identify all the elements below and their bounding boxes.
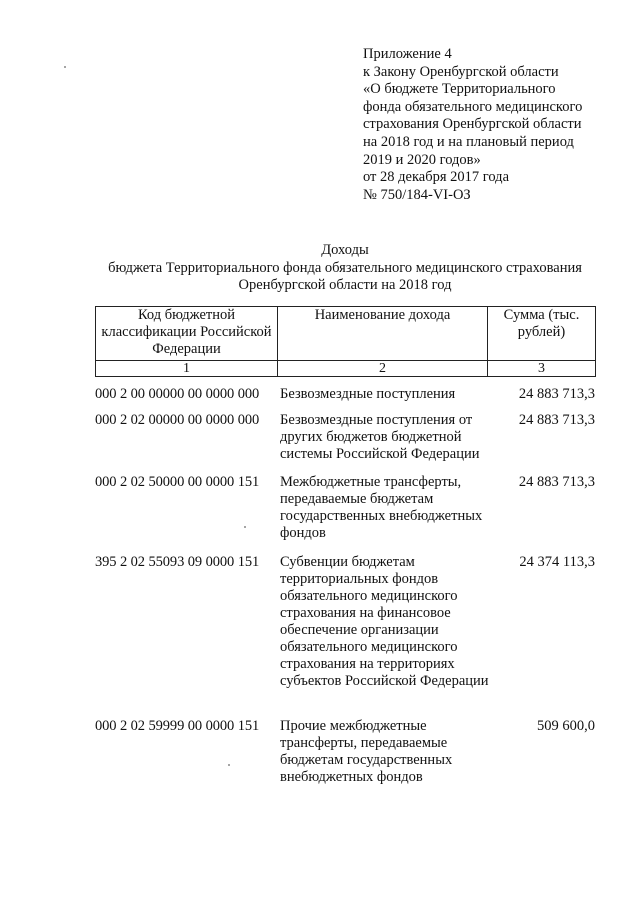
scan-speck: [228, 764, 230, 766]
header-code: Код бюджетной классификации Российской Федерации: [96, 307, 278, 361]
row-name: Безвозмездные поступления от других бюджетов бюджетной системы Российской Федерации: [280, 412, 480, 462]
row-amount: 509 600,0: [537, 718, 595, 734]
scan-speck: [244, 526, 246, 528]
scan-speck: [64, 66, 66, 68]
row-amount: 24 883 713,3: [518, 474, 595, 490]
title-line: Оренбургской области на 2018 год: [238, 277, 452, 293]
row-name: Прочие межбюджетные трансферты, передаваемые бюджетам государственных внебюджетных фондов: [280, 718, 453, 785]
appendix-line: № 750/184-VI-ОЗ: [363, 186, 471, 203]
income-table-header: [95, 306, 596, 377]
row-name: Безвозмездные поступления: [280, 386, 456, 402]
appendix-line: Приложение 4: [363, 46, 452, 62]
row-code: 000 2 02 59999 00 0000 151: [95, 718, 260, 734]
row-amount: 24 883 713,3: [518, 386, 595, 402]
column-number: 1: [96, 361, 278, 377]
appendix-block: [363, 46, 603, 204]
appendix-line: страхования Оренбургской области: [363, 116, 582, 133]
row-code: 000 2 02 00000 00 0000 000: [95, 412, 260, 428]
document-title: [60, 242, 630, 295]
title-line: Доходы: [321, 242, 369, 258]
appendix-line: к Закону Оренбургской области: [363, 63, 559, 80]
appendix-line: 2019 и 2020 годов»: [363, 151, 481, 168]
row-name: Межбюджетные трансферты, передаваемые бюджетам государственных внебюджетных фондов: [280, 474, 483, 541]
column-number: 3: [488, 361, 596, 377]
row-amount: 24 374 113,3: [519, 554, 595, 570]
row-code: 395 2 02 55093 09 0000 151: [95, 554, 260, 570]
row-code: 000 2 00 00000 00 0000 000: [95, 386, 260, 402]
header-name: Наименование дохода: [278, 307, 488, 361]
appendix-line: на 2018 год и на плановый период: [363, 133, 574, 150]
row-amount: 24 883 713,3: [518, 412, 595, 428]
header-amount: Сумма (тыс. рублей): [488, 307, 596, 361]
column-number: 2: [278, 361, 488, 377]
appendix-line: «О бюджете Территориального: [363, 81, 556, 98]
appendix-line: от 28 декабря 2017 года: [363, 169, 509, 186]
row-code: 000 2 02 50000 00 0000 151: [95, 474, 260, 490]
appendix-line: фонда обязательного медицинского: [363, 98, 583, 115]
title-line: бюджета Территориального фонда обязательного медицинского страхования: [108, 259, 582, 276]
row-name: Субвенции бюджетам территориальных фондов обязательного медицинского страхования на финансовое обеспечение организации обязательного медицинского страхования на территориях субъектов Российской Федерации: [280, 554, 489, 689]
